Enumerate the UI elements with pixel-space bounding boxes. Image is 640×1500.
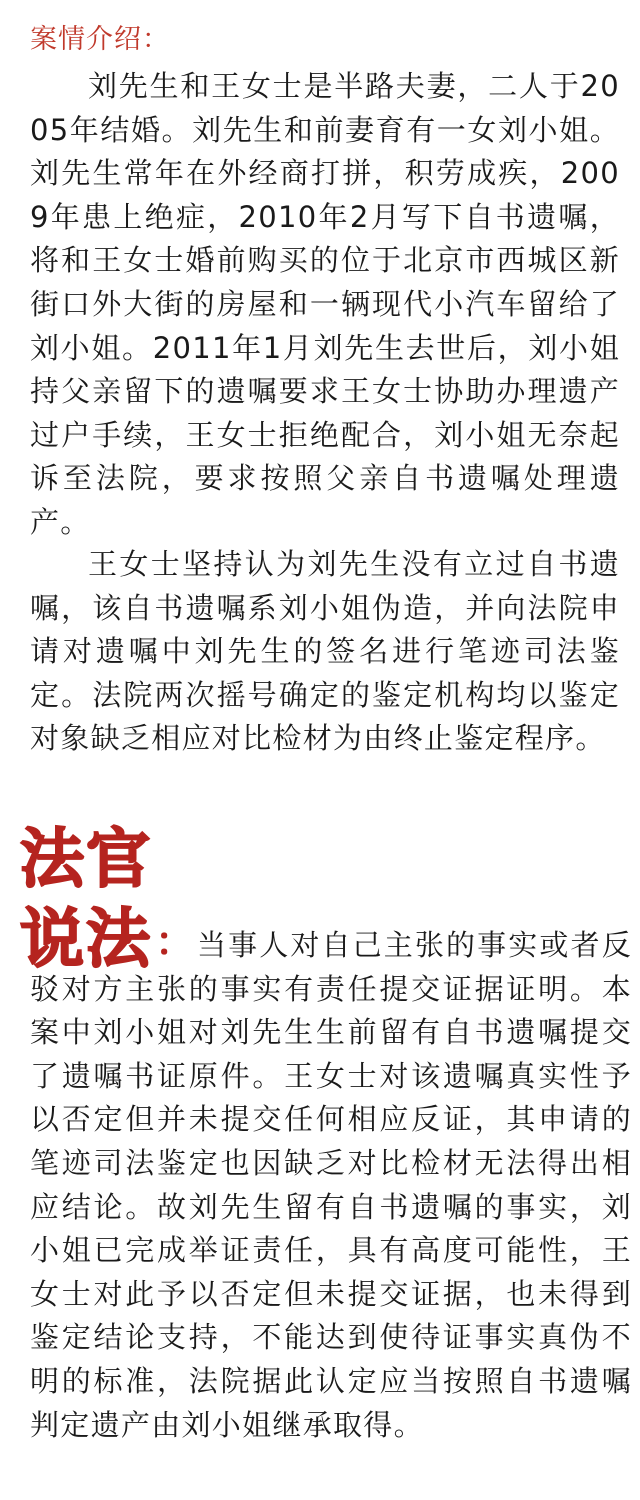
judge-title-line-2: 说法 [20, 903, 152, 977]
judge-explanation-text: 当事人对自己主张的事实或者反驳对方主张的事实有责任提交证据证明。本案中刘小姐对刘先生生前留有自书遗嘱提交了遗嘱书证原件。王女士对该遗嘱真实性予以否定但并未提交任何相应反证，其申请的笔迹司法鉴定也因缺乏对比检材无法得出相应结论。故刘先生留有自书遗嘱的事实，刘小姐已完成举证责任，具有高度可能性，王女士对此予以否定但未提交证据，也未得到鉴定结论支持，不能达到使待证事实真伪不明的标准，法院据此认定应当按照自书遗嘱判定遗产由刘小姐继承取得。 [30, 928, 632, 1442]
case-paragraph-1: 刘先生和王女士是半路夫妻，二人于2005年结婚。刘先生和前妻育有一女刘小姐。刘先生常年在外经商打拼，积劳成疾，2009年患上绝症，2010年2月写下自书遗嘱，将和王女士婚前购买的位于北京市西城区新街口外大街的房屋和一辆现代小汽车留给了刘小姐。2011年1月刘先生去世后，刘小姐持父亲留下的遗嘱要求王女士协助办理遗产过户手续，王女士拒绝配合，刘小姐无奈起诉至法院，要求按照父亲自书遗嘱处理遗产。 [30, 69, 620, 539]
judge-title-colon: ： [154, 919, 197, 965]
case-paragraph-2: 王女士坚持认为刘先生没有立过自书遗嘱，该自书遗嘱系刘小姐伪造，并向法院申请对遗嘱中刘先生的签名进行笔迹司法鉴定。法院两次摇号确定的鉴定机构均以鉴定对象缺乏相应对比检材为由终止鉴定程序。 [30, 547, 620, 756]
judge-explanation [20, 903, 632, 1447]
case-heading: 案情介绍： [30, 24, 170, 55]
judge-title-line-1: 法官 [20, 823, 152, 897]
